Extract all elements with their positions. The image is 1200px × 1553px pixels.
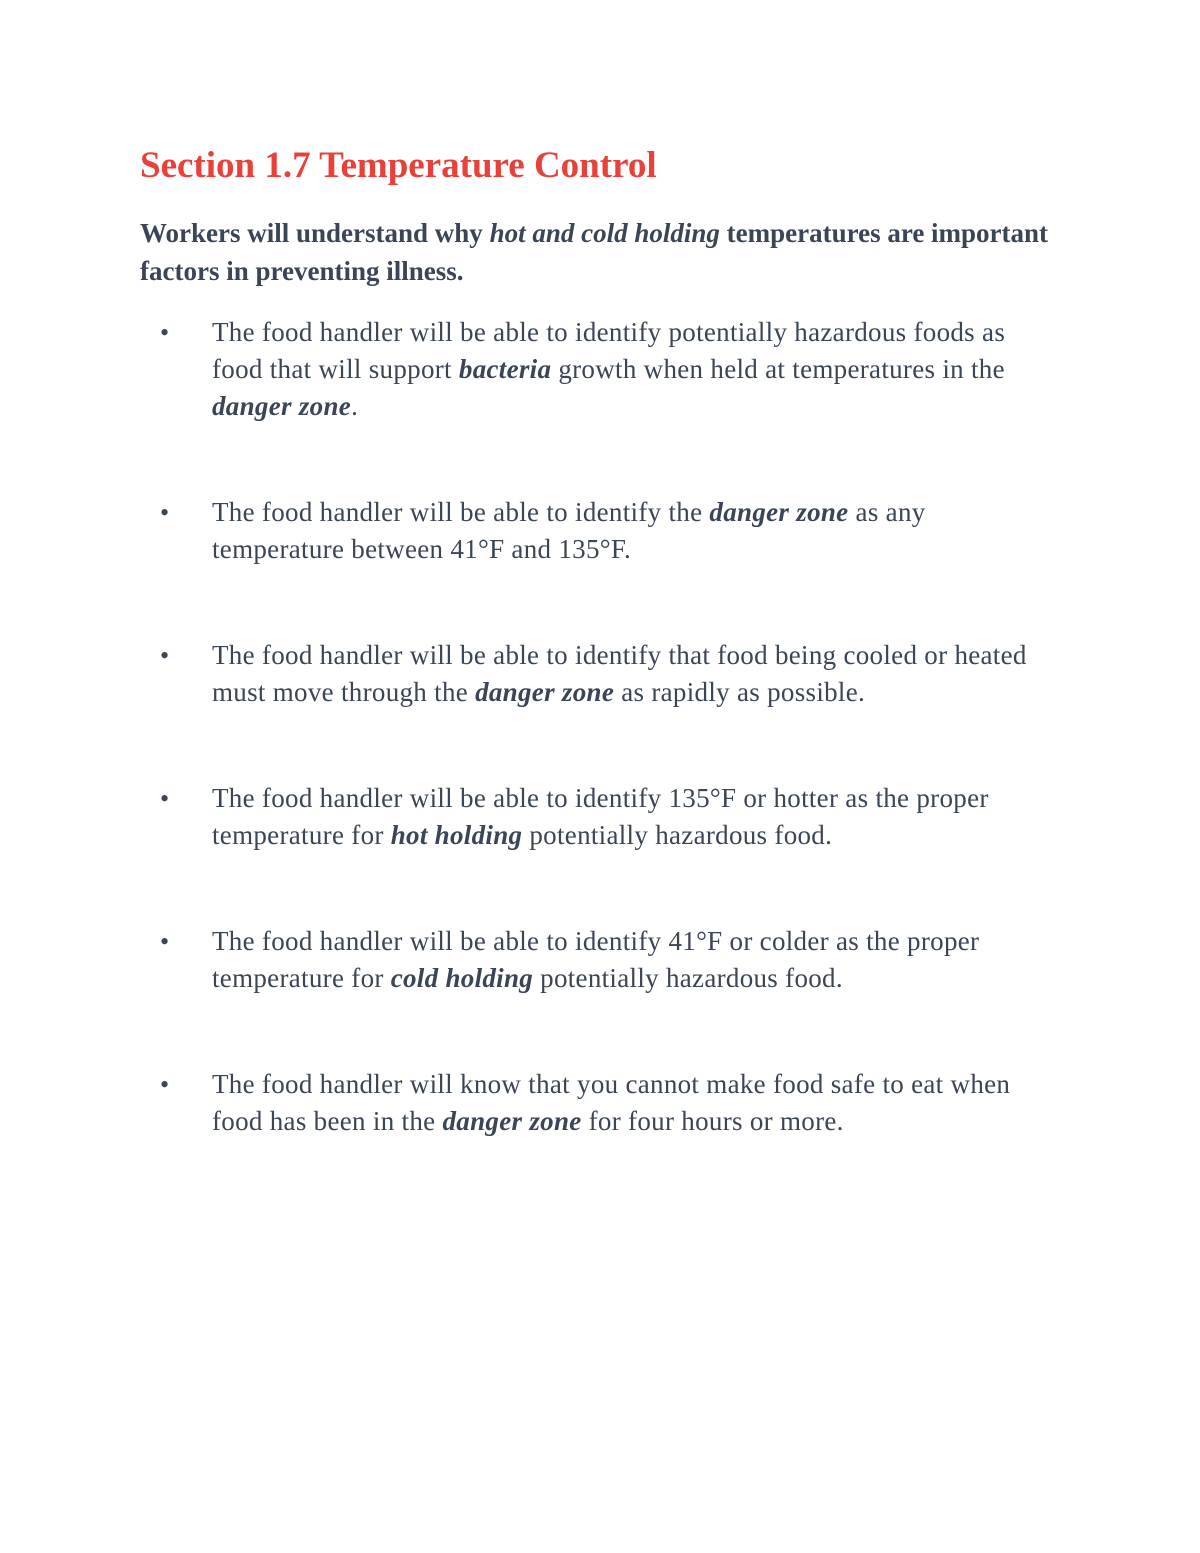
bullet-icon: •	[160, 784, 170, 813]
emphasis-term: danger zone	[212, 391, 352, 421]
list-item-text	[212, 314, 1060, 425]
intro-emphasis: hot and cold holding	[489, 218, 720, 248]
section-title: Section 1.7 Temperature Control	[140, 145, 657, 186]
list-item-text	[212, 494, 1060, 568]
bullet-icon: •	[160, 1070, 170, 1099]
text-segment: The food handler will be able to identify potentially hazardous foods as food that will support	[212, 317, 1006, 384]
text-segment: as rapidly as possible.	[614, 677, 866, 707]
text-segment: potentially hazardous food.	[533, 963, 843, 993]
text-segment: growth when held at temperatures in the	[551, 354, 1005, 384]
emphasis-term: hot holding	[390, 820, 523, 850]
text-segment: as any temperature between 41°F and 135°F.	[212, 497, 926, 564]
text-segment: potentially hazardous food.	[522, 820, 833, 850]
list-item-text	[212, 780, 1060, 854]
text-segment: for four hours or more.	[581, 1106, 844, 1136]
text-segment: The food handler will be able to identify 41°F or colder as the proper temperature for	[212, 926, 980, 993]
learning-objective	[140, 214, 1080, 290]
bullet-icon: •	[160, 641, 170, 670]
emphasis-term: danger zone	[442, 1106, 582, 1136]
text-segment: The food handler will know that you cannot make food safe to eat when food has been in the	[212, 1069, 1011, 1136]
text-segment: The food handler will be able to identify that food being cooled or heated must move through the	[212, 640, 1027, 707]
intro-text-after: temperatures are important factors in preventing illness.	[140, 218, 1049, 286]
list-item-text	[212, 637, 1060, 711]
emphasis-term: danger zone	[475, 677, 615, 707]
intro-text-before: Workers will understand why	[140, 218, 490, 248]
emphasis-term: danger zone	[709, 497, 849, 527]
list-item-text	[212, 1066, 1060, 1140]
emphasis-term: cold holding	[390, 963, 534, 993]
bullet-icon: •	[160, 927, 170, 956]
bullet-icon: •	[160, 318, 170, 347]
bullet-icon: •	[160, 498, 170, 527]
text-segment: .	[351, 391, 359, 421]
list-item-text	[212, 923, 1060, 997]
emphasis-term: bacteria	[458, 354, 552, 384]
text-segment: The food handler will be able to identify the	[212, 497, 710, 527]
text-segment: The food handler will be able to identify 135°F or hotter as the proper temperature for	[212, 783, 989, 850]
